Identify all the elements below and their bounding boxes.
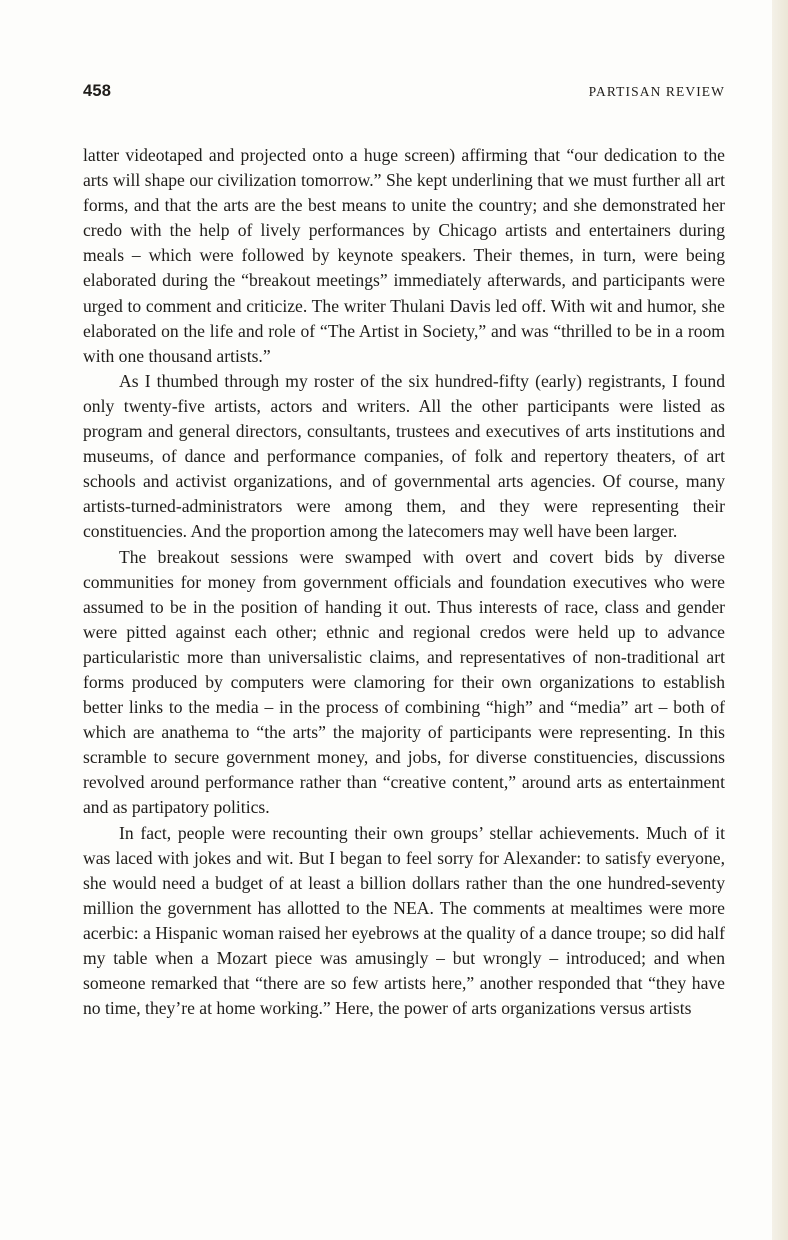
page-edge: [772, 0, 788, 1240]
body-text: [83, 143, 725, 1021]
running-head: PARTISAN REVIEW: [588, 84, 725, 99]
page-header: [83, 82, 725, 106]
paragraph-1: latter videotaped and projected onto a huge screen) affirming that “our dedication to the arts will shape our civilization tomorrow.” She kept underlining that we must further all art forms, and that the arts are the best means to unite the country; and she demonstrated her credo with the help of lively performances by Chicago artists and entertainers during meals – which were followed by keynote speakers. Their themes, in turn, were being elaborated during the “breakout meetings” immediately afterwards, and participants were urged to comment and criticize. The writer Thulani Davis led off. With wit and humor, she elaborated on the life and role of “The Artist in Society,” and was “thrilled to be in a room with one thousand artists.”: [83, 145, 725, 366]
page-number: 458: [83, 82, 112, 100]
paragraph-4: In fact, people were recounting their own groups’ stellar achievements. Much of it was laced with jokes and wit. But I began to feel sorry for Alexander: to satisfy everyone, she would need a budget of at least a billion dollars rather than the one hundred-seventy million the government has allotted to the NEA. The comments at mealtimes were more acerbic: a Hispanic woman raised her eyebrows at the quality of a dance troupe; so did half my table when a Mozart piece was amusingly – but wrongly – introduced; and when someone remarked that “there are so few artists here,” another responded that “they have no time, they’re at home working.” Here, the power of arts organizations versus artists: [83, 822, 725, 1019]
book-page: [83, 0, 725, 1240]
paragraph-3: The breakout sessions were swamped with overt and covert bids by diverse communities for money from government officials and foundation executives who were assumed to be in the position of handing it out. Thus interests of race, class and gender were pitted against each other; ethnic and regional credos were held up to advance particularistic more than universalistic claims, and representatives of non-traditional art forms produced by computers were clamoring for their own organizations to establish better links to the media – in the process of combining “high” and “media” art – both of which are anathema to “the arts” the majority of participants were representing. In this scramble to secure government money, and jobs, for diverse constituencies, discussions revolved around performance rather than “creative content,” around arts as entertainment and as partipatory politics.: [83, 546, 725, 818]
paragraph-2: As I thumbed through my roster of the six hundred-fifty (early) registrants, I found only twenty-five artists, actors and writers. All the other participants were listed as program and general directors, consultants, trustees and executives of arts institutions and museums, of dance and performance companies, of folk and repertory theaters, of art schools and activist organizations, and of governmental arts agencies. Of course, many artists-turned-administrators were among them, and they were representing their constituencies. And the proportion among the latecomers may well have been larger.: [83, 370, 725, 542]
